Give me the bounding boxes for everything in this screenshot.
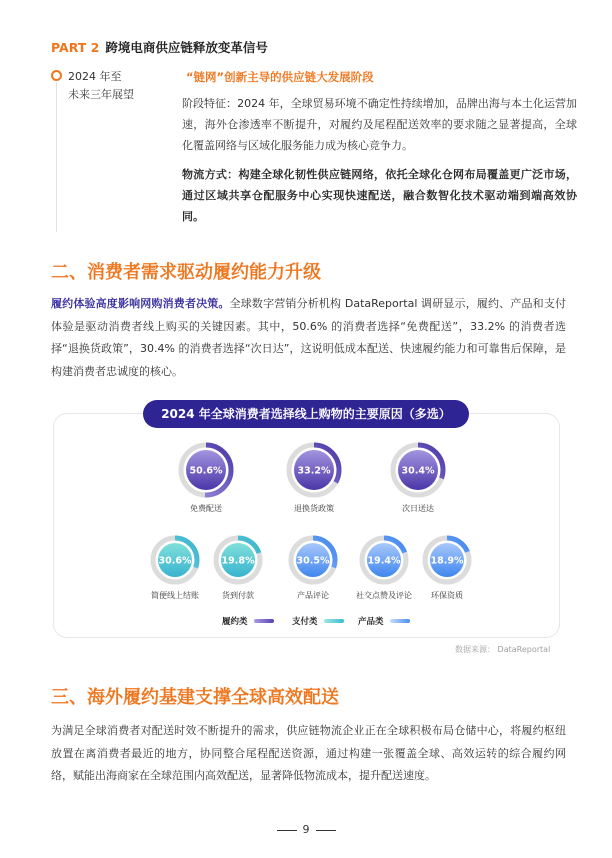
- donut-chart-item: [273, 533, 353, 601]
- chart-source: 数据来源： DataReportal: [455, 645, 551, 654]
- legend-swatch-teal: [324, 619, 344, 623]
- page-dash-left: [277, 830, 297, 831]
- donut-ring: [388, 440, 448, 500]
- svg-text:30.4%: 30.4%: [401, 465, 435, 477]
- chart-title: 2024 年全球消费者选择线上购物的主要原因（多选）: [143, 400, 469, 428]
- donut-ring: [176, 440, 236, 500]
- donut-chart-item: [166, 440, 246, 514]
- svg-text:30.5%: 30.5%: [296, 555, 330, 567]
- svg-text:19.8%: 19.8%: [221, 555, 255, 567]
- timeline: [51, 68, 191, 228]
- page-number: [0, 823, 612, 836]
- part-tag: PART 2: [51, 40, 100, 55]
- donut-ring: [211, 533, 265, 587]
- section3-body: 为满足全球消费者对配送时效不断提升的需求，供应链物流企业正在全球积极布局仓储中心，将履约枢纽放置在离消费者最近的地方，协同整合尾程配送资源，通过构建一张覆盖全球、高效运转的综合履约网络，赋能出海商家在全球范围内高效配送，显著降低物流成本，提升配送速度。: [51, 724, 566, 782]
- section2-text: 全球数字营销分析机构 DataReportal 调研显示，履约、产品和支付体验是驱动消费者线上购买的关键因素。其中，50.6% 的消费者选择“免费配送”，33.2% 的消费者选择“退换货政策”，30.4% 的消费者选择“次日达”，这说明低成本配送、快速履约能力和可靠售后保障，是构建消费者忠诚度的核心。: [51, 297, 566, 378]
- part-header: [51, 38, 268, 56]
- legend-item-product: [358, 615, 410, 627]
- legend-label: 履约类: [222, 617, 248, 627]
- donut-chart-item: [198, 533, 278, 601]
- donut-ring: [286, 533, 340, 587]
- section3-title: 三、海外履约基建支撑全球高效配送: [51, 687, 339, 708]
- donut-label: 货到付款: [222, 591, 254, 600]
- legend-swatch-purple: [254, 619, 274, 623]
- timeline-label-line2: 未来三年展望: [68, 88, 134, 101]
- section2-title: 二、消费者需求驱动履约能力升级: [51, 262, 321, 283]
- donut-label: 简便线上结账: [151, 591, 199, 600]
- timeline-label: [68, 68, 134, 104]
- donut-ring: [148, 533, 202, 587]
- legend-label: 支付类: [292, 617, 318, 627]
- svg-text:19.4%: 19.4%: [367, 555, 401, 567]
- timeline-line: [56, 82, 58, 232]
- svg-text:33.2%: 33.2%: [297, 465, 331, 477]
- timeline-dot-icon: [51, 70, 62, 81]
- donut-label: 环保资质: [431, 591, 463, 600]
- donut-chart-item: [407, 533, 487, 601]
- stage-feature-text: 阶段特征：2024 年，全球贸易环境不确定性持续增加，品牌出海与本土化运营加速，海外仓渗透率不断提升，对履约及尾程配送效率的要求随之显著提高，全球化覆盖网络与区域化服务能力成为核心竞争力。: [182, 97, 577, 152]
- section2-highlight: 履约体验高度影响网购消费者决策。: [51, 297, 230, 310]
- donut-label: 退换货政策: [294, 504, 334, 513]
- stage-block: [182, 68, 577, 227]
- donut-label: 免费配送: [190, 504, 222, 513]
- stage-title: “链网”创新主导的供应链大发展阶段: [186, 70, 374, 84]
- donut-chart-item: [378, 440, 458, 514]
- timeline-label-line1: 2024 年至: [68, 70, 122, 83]
- svg-text:30.6%: 30.6%: [158, 555, 192, 567]
- donut-chart-item: [274, 440, 354, 514]
- donut-ring: [284, 440, 344, 500]
- chart-legend: [0, 615, 612, 631]
- legend-item-fulfillment: [222, 615, 274, 627]
- donut-label: 次日送达: [402, 504, 434, 513]
- legend-label: 产品类: [358, 617, 384, 627]
- donut-label: 社交点赞及评论: [356, 591, 412, 600]
- donut-ring: [357, 533, 411, 587]
- legend-swatch-blue: [390, 619, 410, 623]
- svg-text:50.6%: 50.6%: [189, 465, 223, 477]
- donut-label: 产品评论: [297, 591, 329, 600]
- legend-item-payment: [292, 615, 344, 627]
- part-title: 跨境电商供应链释放变革信号: [105, 40, 268, 55]
- page-dash-right: [316, 830, 336, 831]
- section2-body: [51, 293, 566, 383]
- svg-text:18.9%: 18.9%: [430, 555, 464, 567]
- stage-logistics-text: 物流方式：构建全球化韧性供应链网络，依托全球化仓网布局覆盖更广泛市场，通过区域共享仓配服务中心实现快速配送，融合数智化技术驱动端到端高效协同。: [182, 168, 577, 223]
- donut-ring: [420, 533, 474, 587]
- page-number-value: 9: [302, 823, 310, 836]
